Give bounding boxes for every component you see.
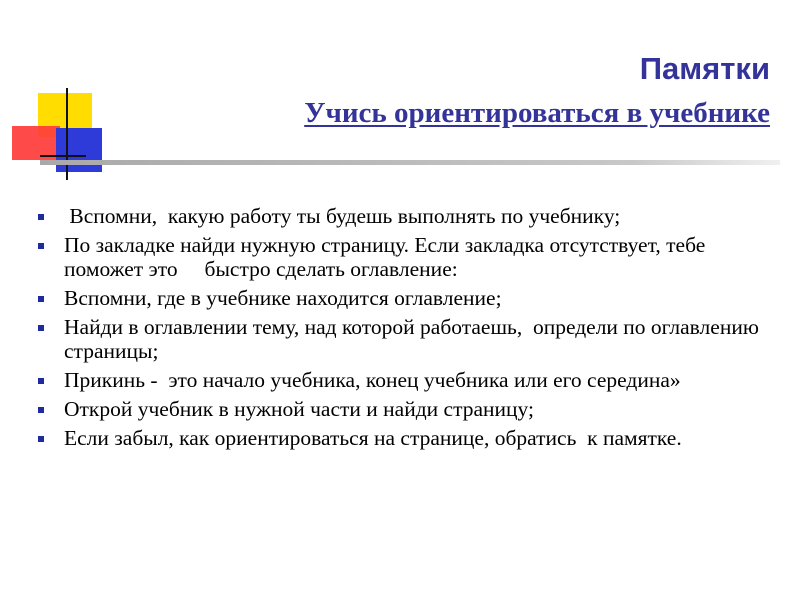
list-item-text: Если забыл, как ориентироваться на странице, обратись к памятке.	[64, 426, 682, 450]
square-bullet-icon	[38, 296, 44, 302]
list-item	[38, 426, 768, 450]
list-item-text: Вспомни, какую работу ты будешь выполнять по учебнику;	[64, 204, 621, 228]
bullet-list	[38, 204, 768, 455]
square-bullet-icon	[38, 243, 44, 249]
list-item	[38, 233, 768, 281]
title-divider	[40, 160, 780, 165]
square-bullet-icon	[38, 378, 44, 384]
title-block	[304, 50, 770, 130]
list-item-text: Открой учебник в нужной части и найди страницу;	[64, 397, 534, 421]
list-item	[38, 397, 768, 421]
list-item-text: Прикинь - это начало учебника, конец учебника или его середина»	[64, 368, 681, 392]
square-bullet-icon	[38, 325, 44, 331]
list-item	[38, 204, 768, 228]
list-item	[38, 368, 768, 392]
list-item-text: Найди в оглавлении тему, над которой работаешь, определи по оглавлению страницы;	[64, 315, 765, 363]
list-item-text: По закладке найди нужную страницу. Если закладка отсутствует, тебе поможет это быстро сделать оглавление:	[64, 233, 711, 281]
vertical-line	[66, 88, 68, 180]
square-bullet-icon	[38, 407, 44, 413]
horizontal-line	[40, 155, 86, 157]
square-bullet-icon	[38, 436, 44, 442]
list-item	[38, 286, 768, 310]
list-item	[38, 315, 768, 363]
blue-square	[56, 128, 102, 172]
square-bullet-icon	[38, 214, 44, 220]
slide-subtitle: Учись ориентироваться в учебнике	[304, 97, 770, 129]
list-item-text: Вспомни, где в учебнике находится оглавление;	[64, 286, 502, 310]
slide-title: Памятки	[639, 51, 770, 86]
